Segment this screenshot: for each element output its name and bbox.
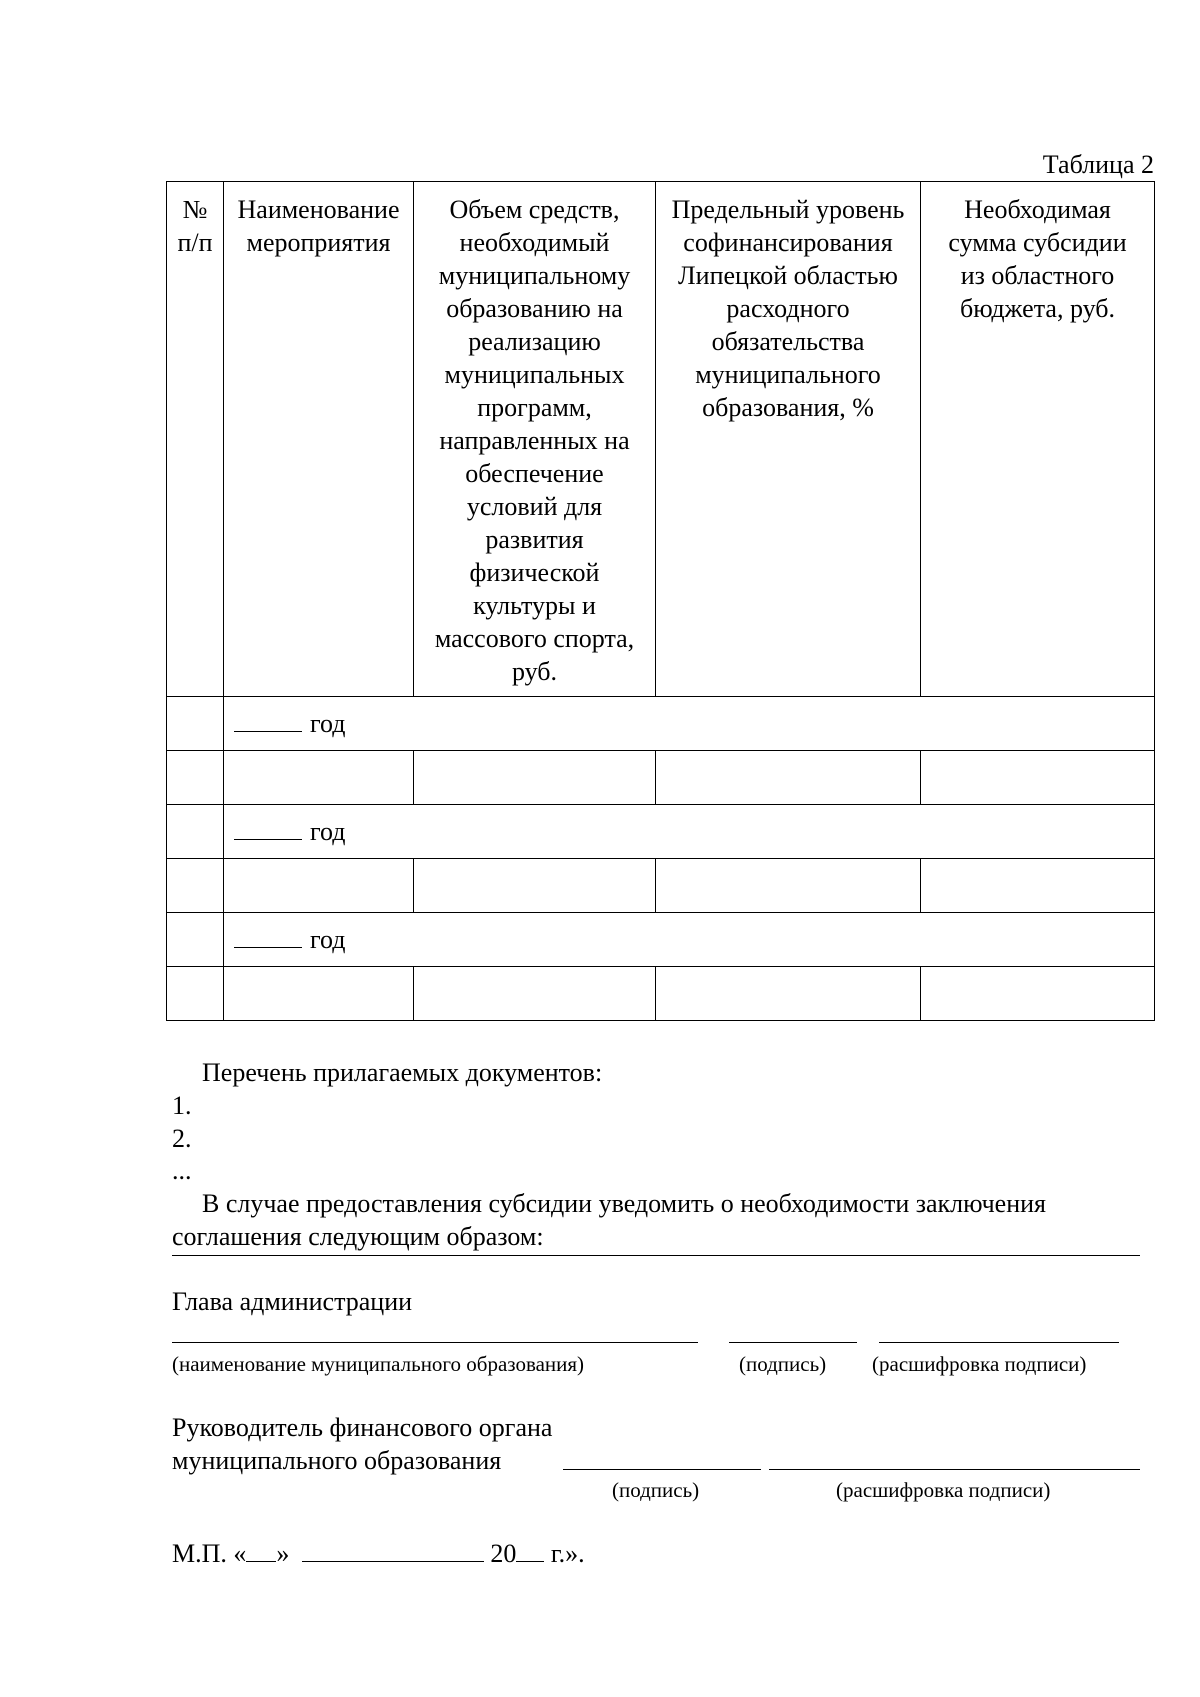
table-cell[interactable] xyxy=(224,859,414,913)
table-cell[interactable] xyxy=(656,859,921,913)
head-caption-decode: (расшифровка подписи) xyxy=(872,1352,1087,1376)
finance-sign-line[interactable] xyxy=(563,1469,761,1470)
year-label: год xyxy=(310,817,346,846)
year-cell xyxy=(224,913,1155,967)
head-name-line[interactable] xyxy=(172,1342,698,1343)
table-cell[interactable] xyxy=(921,967,1155,1021)
finance-title-line2: муниципального образования xyxy=(172,1446,502,1475)
attachment-item-1: 1. xyxy=(172,1091,192,1120)
table-row xyxy=(167,967,1155,1021)
table-row xyxy=(167,913,1155,967)
header-funds-volume: Объем средств, необходимый муниципальному образованию на реализацию муниципальных программ, направленных на обеспечение условий для развития физической культуры и массового спорта, руб. xyxy=(414,182,656,697)
notice-paragraph: В случае предоставления субсидии уведомить о необходимости заключения соглашения следующим образом: xyxy=(172,1189,1046,1251)
month-blank[interactable] xyxy=(302,1537,484,1562)
table-cell xyxy=(167,805,224,859)
table-row xyxy=(167,751,1155,805)
year-label: год xyxy=(310,925,346,954)
year-blank-short[interactable] xyxy=(516,1537,544,1562)
table-caption: Таблица 2 xyxy=(1042,150,1154,179)
day-blank[interactable] xyxy=(246,1537,276,1562)
table-cell[interactable] xyxy=(414,859,656,913)
header-cofinancing-level: Предельный уровень софинансирования Липецкой областью расходного обязательства муниципального образования, % xyxy=(656,182,921,697)
table-cell[interactable] xyxy=(414,751,656,805)
year-blank[interactable] xyxy=(234,709,302,732)
finance-title-line1: Руководитель финансового органа xyxy=(172,1413,553,1442)
table-cell[interactable] xyxy=(167,859,224,913)
year-suffix: г.». xyxy=(550,1539,585,1568)
table-row xyxy=(167,859,1155,913)
header-event-name: Наименование мероприятия xyxy=(224,182,414,697)
header-subsidy-amount: Необходимая сумма субсидии из областного бюджета, руб. xyxy=(921,182,1155,697)
attachment-item-ellipsis: ... xyxy=(172,1156,192,1185)
table-row xyxy=(167,697,1155,751)
head-caption-name: (наименование муниципального образования) xyxy=(172,1352,585,1376)
stamp-date-line xyxy=(172,1537,585,1570)
head-title: Глава администрации xyxy=(172,1287,413,1316)
year-blank[interactable] xyxy=(234,817,302,840)
table-cell[interactable] xyxy=(921,751,1155,805)
attachment-item-2: 2. xyxy=(172,1124,192,1153)
head-caption-sign: (подпись) xyxy=(739,1352,827,1376)
year-cell xyxy=(224,805,1155,859)
table-cell[interactable] xyxy=(224,967,414,1021)
table-cell[interactable] xyxy=(167,967,224,1021)
finance-caption-sign: (подпись) xyxy=(612,1478,700,1502)
quote-close: » xyxy=(276,1539,290,1568)
table-cell[interactable] xyxy=(656,967,921,1021)
table-row xyxy=(167,805,1155,859)
head-decode-line[interactable] xyxy=(879,1342,1119,1343)
year-label: год xyxy=(310,709,346,738)
header-number: № п/п xyxy=(167,182,224,697)
table-cell xyxy=(167,697,224,751)
finance-caption-decode: (расшифровка подписи) xyxy=(836,1478,1051,1502)
year-blank[interactable] xyxy=(234,925,302,948)
table-cell[interactable] xyxy=(414,967,656,1021)
table-cell[interactable] xyxy=(167,751,224,805)
notice-fill-line[interactable] xyxy=(172,1255,1140,1256)
table-cell[interactable] xyxy=(224,751,414,805)
table-cell[interactable] xyxy=(656,751,921,805)
table-cell xyxy=(167,913,224,967)
table-header-row xyxy=(167,182,1155,697)
year-cell xyxy=(224,697,1155,751)
finance-decode-line[interactable] xyxy=(769,1469,1140,1470)
table-cell[interactable] xyxy=(921,859,1155,913)
quote-open: « xyxy=(233,1539,247,1568)
subsidy-table xyxy=(166,181,1155,1021)
year-prefix: 20 xyxy=(490,1539,517,1568)
attachments-heading: Перечень прилагаемых документов: xyxy=(202,1058,603,1087)
head-sign-line[interactable] xyxy=(729,1342,857,1343)
stamp-mp: М.П. xyxy=(172,1539,227,1568)
